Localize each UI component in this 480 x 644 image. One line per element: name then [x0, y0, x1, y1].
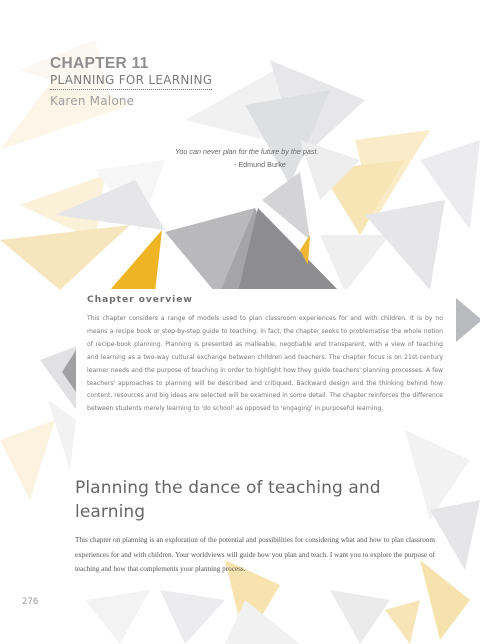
bg-shape [430, 500, 480, 570]
chapter-title: PLANNING FOR LEARNING [50, 73, 212, 90]
bg-shape [110, 230, 162, 292]
epigraph-quote: You can never plan for the future by the past. [175, 147, 319, 156]
page-number: 276 [22, 597, 39, 607]
section-body: This chapter on planning is an exploration of the potential and possibilities for considering what and how to plan classroom experiences for and with children. Your worldviews will guide how you plan and teach. I want you to explore the purpose of teaching and how that complements your planning process. [75, 536, 435, 574]
bg-shape [0, 420, 55, 500]
bg-shape [85, 590, 150, 644]
bg-shape [160, 590, 225, 644]
chapter-number: CHAPTER 11 [50, 55, 149, 72]
bg-shape [385, 600, 420, 644]
epigraph-attribution: - Edmund Burke [234, 160, 286, 169]
overview-body: This chapter considers a range of models used to plan classroom experiences for and with children. It is by no means a recipe book or step-by-step guide to teaching. In fact, the chapter seeks to problematise the whole notion of recipe-book planning. Planning is presented as malleable, negotiable and transparent, with a view of teaching and learning as a two-way cultural exchange between children and teachers. The chapter focus is on 21st-century learner needs and the purpose of teaching in order to highlight how they guide teachers' planning processes. A few teachers' approaches to planning will be described and critiqued. Backward design and the thinking behind how content, resources and big ideas are selected will be examined in some detail. The chapter reinforces the difference between students merely learning to 'do school' as opposed to 'engaging' in purposeful learning. [87, 315, 443, 413]
bg-shape [48, 400, 76, 470]
section-heading: Planning the dance of teaching and learning [75, 478, 381, 522]
overview-heading: Chapter overview [87, 294, 193, 305]
bg-shape [0, 225, 130, 290]
chapter-author: Karen Malone [50, 94, 135, 108]
bg-shape [330, 590, 390, 644]
bg-shape [456, 298, 480, 342]
